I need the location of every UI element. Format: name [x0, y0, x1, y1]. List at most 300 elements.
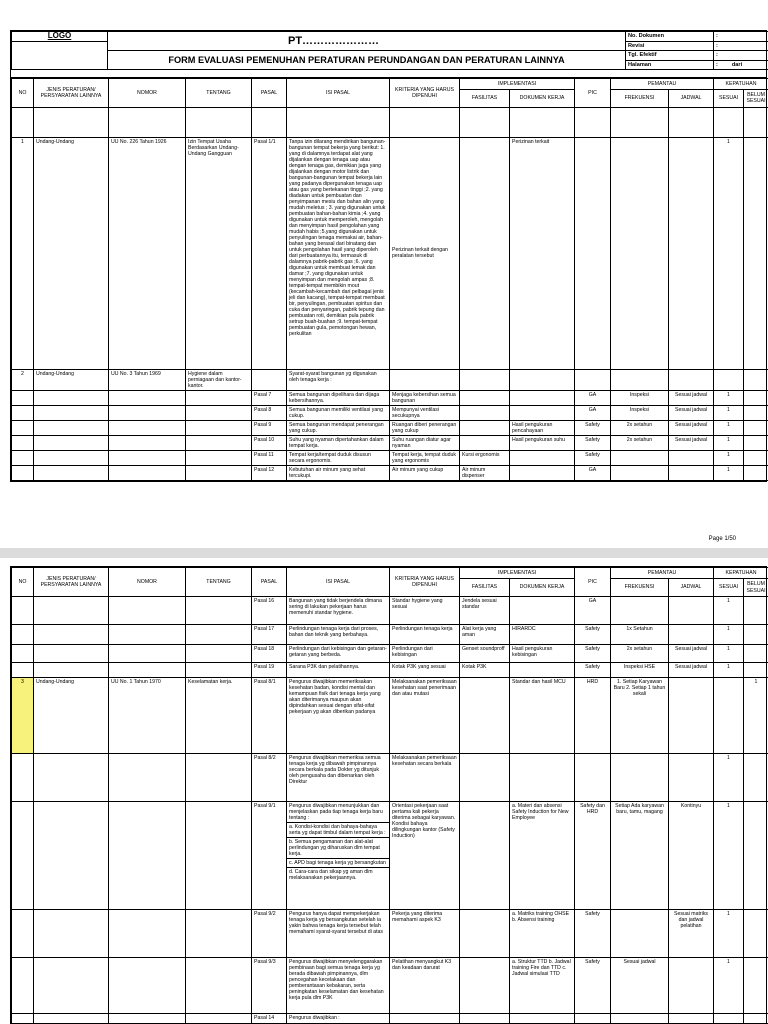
isi-list-item: c. APD bagi tenaga kerja yg bersangkutan	[287, 858, 389, 867]
row-no	[12, 1014, 34, 1024]
row-fasilitas	[460, 910, 510, 958]
row-belum	[744, 625, 768, 645]
col-pic: PIC	[575, 568, 611, 597]
row-jadwal	[669, 465, 714, 480]
row-jadwal: Sesuai jadwal	[669, 645, 714, 663]
isi-list-item: a. Kondisi-kondisi dan bahaya-bahaya serta yg dapat timbul dalam tempat kerja :	[287, 822, 389, 837]
row-fasilitas	[460, 137, 510, 369]
row-frekuensi	[611, 754, 669, 802]
col-isi: ISI PASAL	[287, 568, 390, 597]
row-no	[12, 958, 34, 1014]
row-dokumen	[510, 663, 575, 678]
row-tentang	[186, 597, 252, 625]
row-dokumen	[510, 405, 575, 420]
row-sesuai: 1	[714, 390, 744, 405]
row-jenis	[34, 645, 109, 663]
row-jenis	[34, 958, 109, 1014]
row-jenis	[34, 465, 109, 480]
table-row	[12, 465, 768, 480]
row-tentang	[186, 802, 252, 910]
col-jenis: JENIS PERATURAN/ PERSYARATAN LAINNYA	[34, 78, 109, 107]
table-row	[12, 958, 768, 1014]
row-nomor	[109, 420, 186, 435]
row-fasilitas	[460, 420, 510, 435]
row-nomor	[109, 663, 186, 678]
meta-label: Tgl. Efektif	[626, 51, 714, 60]
row-jadwal: Sesuai jadwal	[669, 390, 714, 405]
row-jenis	[34, 910, 109, 958]
row-pasal: Pasal 9/3	[252, 958, 287, 1014]
row-pic	[575, 1014, 611, 1024]
col-pemantau: PEMANTAU	[611, 568, 714, 579]
col-kriteria: KRITERIA YANG HARUS DIPENUHI	[390, 568, 460, 597]
row-pasal: Pasal 11	[252, 450, 287, 465]
row-sesuai: 1	[714, 465, 744, 480]
col-sesuai: SESUAI	[714, 579, 744, 597]
col-belum: BELUM SESUAI	[744, 89, 768, 107]
row-dokumen	[510, 465, 575, 480]
row-tentang	[186, 663, 252, 678]
row-pic: Safety	[575, 625, 611, 645]
col-pasal: PASAL	[252, 78, 287, 107]
row-jadwal: Kontinyu	[669, 802, 714, 910]
row-sesuai: 1	[714, 663, 744, 678]
row-isi: Syarat-syarat bangunan yg digunakan oleh tenaga kerja :	[287, 369, 390, 390]
row-sesuai: 1	[714, 910, 744, 958]
row-isi: Pengurus diwajibkan :	[287, 1014, 390, 1024]
col-tentang: TENTANG	[186, 568, 252, 597]
row-dokumen	[510, 754, 575, 802]
row-no	[12, 802, 34, 910]
row-kriteria: Tempat kerja, tempat duduk yang ergonomis	[390, 450, 460, 465]
row-jadwal	[669, 450, 714, 465]
row-jenis	[34, 754, 109, 802]
col-fasilitas: FASILITAS	[460, 579, 510, 597]
col-nomor: NOMOR	[109, 78, 186, 107]
row-belum	[744, 390, 768, 405]
row-kriteria: Pelatihan menyangkut K3 dan keadaan darurat	[390, 958, 460, 1014]
row-jenis	[34, 390, 109, 405]
table-row	[12, 1014, 768, 1024]
form-frame	[10, 30, 767, 482]
row-tentang	[186, 625, 252, 645]
row-dokumen: Perizinan terkait	[510, 137, 575, 369]
row-frekuensi	[611, 597, 669, 625]
table-row	[12, 137, 768, 369]
row-nomor	[109, 435, 186, 450]
row-no	[12, 754, 34, 802]
row-tentang: Keselamatan kerja.	[186, 678, 252, 754]
row-kriteria: Standar hygiene yang sesuai	[390, 597, 460, 625]
row-jenis	[34, 597, 109, 625]
row-jadwal: Sesuai jadwal	[669, 420, 714, 435]
col-frekuensi: FREKUENSI	[611, 579, 669, 597]
row-dokumen	[510, 597, 575, 625]
row-fasilitas	[460, 958, 510, 1014]
col-jenis: JENIS PERATURAN/ PERSYARATAN LAINNYA	[34, 568, 109, 597]
table-row	[12, 405, 768, 420]
row-sesuai: 1	[714, 597, 744, 625]
row-jadwal	[669, 958, 714, 1014]
row-pic: GA	[575, 405, 611, 420]
row-frekuensi: Inspeksi	[611, 390, 669, 405]
row-fasilitas	[460, 369, 510, 390]
row-isi: Tempat kerja/tempat duduk disusun secara ergonomis.	[287, 450, 390, 465]
row-sesuai: 1	[714, 450, 744, 465]
row-belum	[744, 450, 768, 465]
row-dokumen	[510, 450, 575, 465]
row-jadwal	[669, 137, 714, 369]
row-no	[12, 405, 34, 420]
row-no	[12, 450, 34, 465]
row-fasilitas: Alat kerja yang aman	[460, 625, 510, 645]
row-pic: Safety	[575, 420, 611, 435]
row-kriteria	[390, 1014, 460, 1024]
table-row	[12, 625, 768, 645]
row-jadwal: Sesuai jadwal	[669, 405, 714, 420]
row-no	[12, 390, 34, 405]
row-fasilitas	[460, 802, 510, 910]
row-fasilitas	[460, 405, 510, 420]
row-no	[12, 625, 34, 645]
row-belum	[744, 369, 768, 390]
row-isi: Suhu yang nyaman dipertahankan dalam tempat kerja.	[287, 435, 390, 450]
row-nomor	[109, 1014, 186, 1024]
row-sesuai: 1	[714, 645, 744, 663]
row-tentang	[186, 465, 252, 480]
row-belum	[744, 754, 768, 802]
row-jadwal: Sesuai jadwal	[669, 435, 714, 450]
row-dokumen: Standar dan hasil MCU	[510, 678, 575, 754]
row-frekuensi: Inspeksi	[611, 405, 669, 420]
table-row	[12, 420, 768, 435]
row-pic	[575, 137, 611, 369]
row-jadwal: Sesuai matriks dan jadwal pelatihan	[669, 910, 714, 958]
row-jadwal	[669, 369, 714, 390]
row-fasilitas: Air minum dispenser	[460, 465, 510, 480]
row-kriteria: Melaksanakan pemeriksaan kesehatan secara berkala	[390, 754, 460, 802]
row-nomor	[109, 645, 186, 663]
row-pasal: Pasal 17	[252, 625, 287, 645]
row-frekuensi: 2x setahun	[611, 420, 669, 435]
row-dokumen	[510, 1014, 575, 1024]
row-tentang	[186, 910, 252, 958]
row-pic: Safety	[575, 910, 611, 958]
row-nomor: UU No. 226 Tahun 1926	[109, 137, 186, 369]
row-pic: GA	[575, 597, 611, 625]
row-belum	[744, 137, 768, 369]
row-tentang	[186, 450, 252, 465]
row-kriteria: Perizinan terkait dengan peralatan tersebut	[390, 137, 460, 369]
row-isi: Pengurus diwajibkan memeriksa semua tenaga kerja yg dibawah pimpinannya secara berkala pada Dokter yg ditunjuk oleh pengusaha dan dibenarkan oleh Direktur	[287, 754, 390, 802]
row-no: 3	[12, 678, 34, 754]
row-isi: Semua bangunan memiliki ventilasi yang cukup.	[287, 405, 390, 420]
table-row	[12, 910, 768, 958]
row-tentang	[186, 405, 252, 420]
table-row	[12, 645, 768, 663]
evaluation-table-page1	[11, 78, 768, 481]
row-tentang	[186, 390, 252, 405]
row-tentang	[186, 420, 252, 435]
row-kriteria: Melaksanakan pemeriksaan kesehatan saat penerimaan dan atau mutasi	[390, 678, 460, 754]
col-no: NO	[12, 568, 34, 597]
row-belum: 1	[744, 678, 768, 754]
table-row	[12, 597, 768, 625]
table-row	[12, 435, 768, 450]
meta-value: :	[714, 42, 768, 51]
row-nomor	[109, 802, 186, 910]
row-fasilitas: Genset soundproff	[460, 645, 510, 663]
col-belum: BELUM SESUAI	[744, 579, 768, 597]
row-isi: Pengurus hanya dapat mempekerjakan tenaga kerja yg bersangkutan setelah ia yakin bahwa tenaga kerja tersebut telah memahami syarat-syarat tersebut di atas	[287, 910, 390, 958]
isi-list-item: Pengurus diwajibkan menunjukkan dan menjelaskan pada tiap tenaga kerja baru tentang :	[289, 803, 383, 822]
row-pasal: Pasal 9/1	[252, 802, 287, 910]
row-dokumen	[510, 369, 575, 390]
col-dokumen: DOKUMEN KERJA	[510, 89, 575, 107]
row-isi: Perlindungan tenaga kerja dari proses, bahan dan teknik yang berbahaya.	[287, 625, 390, 645]
row-pic: GA	[575, 465, 611, 480]
row-jenis	[34, 663, 109, 678]
row-tentang: Izin Tempat Usaha Berdasarkan Undang-Undang Gangguan	[186, 137, 252, 369]
row-pasal: Pasal 9	[252, 420, 287, 435]
row-pic: Safety	[575, 645, 611, 663]
row-frekuensi: 2x setahun	[611, 645, 669, 663]
table-row	[12, 663, 768, 678]
row-pasal: Pasal 16	[252, 597, 287, 625]
table-row	[12, 802, 768, 910]
row-pasal: Pasal 12	[252, 465, 287, 480]
form-frame	[10, 566, 767, 1024]
row-sesuai: 1	[714, 625, 744, 645]
row-frekuensi	[611, 910, 669, 958]
row-pic: GA	[575, 390, 611, 405]
row-isi: Semua bangunan dipelihara dan dijaga kebersihannya.	[287, 390, 390, 405]
row-dokumen: a. Materi dan absensi Safety Induction for New Employee	[510, 802, 575, 910]
row-kriteria: Air minum yang cukup	[390, 465, 460, 480]
row-jenis: Undang-Undang	[34, 369, 109, 390]
row-jenis	[34, 420, 109, 435]
meta-value: :	[714, 32, 768, 42]
row-frekuensi: 1. Setiap Karyawan Baru 2. Setiap 1 tahun sekali	[611, 678, 669, 754]
col-implementasi: IMPLEMENTASI	[460, 78, 575, 89]
col-pemantau: PEMANTAU	[611, 78, 714, 89]
row-tentang	[186, 958, 252, 1014]
row-kriteria	[390, 369, 460, 390]
form-header	[11, 31, 768, 70]
row-pasal: Pasal 19	[252, 663, 287, 678]
row-jadwal: Sesuai jadwal	[669, 663, 714, 678]
row-fasilitas: Kursi ergonomis	[460, 450, 510, 465]
row-fasilitas: Kotak P3K	[460, 663, 510, 678]
row-frekuensi	[611, 450, 669, 465]
row-dokumen	[510, 390, 575, 405]
row-isi: Pengurus diwajibkan menyelenggarakan pembinaan bagi semua tenaga kerja yg berada dibawah pimpinannya, dlm pencegahan kecelakaan dan pemberantasan kebakaran, serta peningkatan keselamatan dan kesehatan kerja pula dlm P3K	[287, 958, 390, 1014]
row-jadwal	[669, 754, 714, 802]
row-sesuai	[714, 678, 744, 754]
row-kriteria: Perlindungan dari kebisingan	[390, 645, 460, 663]
row-nomor	[109, 390, 186, 405]
row-fasilitas	[460, 678, 510, 754]
row-jenis	[34, 1014, 109, 1024]
row-no	[12, 465, 34, 480]
row-frekuensi: Inspeksi HSE	[611, 663, 669, 678]
row-nomor	[109, 910, 186, 958]
row-belum	[744, 910, 768, 958]
row-isi	[287, 802, 390, 910]
row-pic	[575, 369, 611, 390]
isi-list-item: d. Cara-cara dan sikap yg aman dlm melaksanakan pekerjaannya.	[287, 867, 389, 882]
row-no: 1	[12, 137, 34, 369]
row-pic: HRD	[575, 678, 611, 754]
row-isi: Sarana P3K dan pelatihannya.	[287, 663, 390, 678]
row-pasal: Pasal 18	[252, 645, 287, 663]
row-sesuai: 1	[714, 754, 744, 802]
row-jadwal	[669, 1014, 714, 1024]
row-tentang: Hygiene dalam perniagaan dan kantor-kantor.	[186, 369, 252, 390]
col-jadwal: JADWAL	[669, 89, 714, 107]
row-nomor	[109, 405, 186, 420]
row-pic	[575, 754, 611, 802]
row-frekuensi	[611, 465, 669, 480]
col-dokumen: DOKUMEN KERJA	[510, 579, 575, 597]
row-isi: Perlindungan dari kebisingan dan getaran-getaran yang berbeda.	[287, 645, 390, 663]
row-sesuai	[714, 369, 744, 390]
row-jadwal	[669, 597, 714, 625]
row-sesuai: 1	[714, 802, 744, 910]
row-belum	[744, 435, 768, 450]
row-dokumen: Hasil pengukuran pencahayaan	[510, 420, 575, 435]
row-pasal: Pasal 14	[252, 1014, 287, 1024]
col-jadwal: JADWAL	[669, 579, 714, 597]
table-row	[12, 390, 768, 405]
row-kriteria: Mempunyai ventilasi secukupnya	[390, 405, 460, 420]
row-jenis: Undang-Undang	[34, 137, 109, 369]
row-nomor	[109, 958, 186, 1014]
row-belum	[744, 420, 768, 435]
col-tentang: TENTANG	[186, 78, 252, 107]
row-kriteria: Perlindungan tenaga kerja	[390, 625, 460, 645]
row-dokumen: Hasil pengukuran suhu	[510, 435, 575, 450]
row-pic: Safety	[575, 663, 611, 678]
row-isi: Semua bangunan mendapat penerangan yang cukup.	[287, 420, 390, 435]
row-tentang	[186, 754, 252, 802]
logo-placeholder: LOGO	[12, 32, 108, 42]
row-belum	[744, 405, 768, 420]
row-kriteria: Orientasi pekerjaan saat pertama kali pekerja diterima sebagai karyawan. Kondisi bahaya dilingkungan kantor (Safety Induction)	[390, 802, 460, 910]
table-row	[12, 754, 768, 802]
row-nomor	[109, 450, 186, 465]
row-pasal: Pasal 8/2	[252, 754, 287, 802]
row-nomor	[109, 625, 186, 645]
row-belum	[744, 802, 768, 910]
row-dokumen: HIRARDC	[510, 625, 575, 645]
row-sesuai: 1	[714, 405, 744, 420]
row-frekuensi	[611, 369, 669, 390]
row-pic: Safety	[575, 435, 611, 450]
page-number: Page 1/50	[708, 536, 736, 542]
col-kriteria: KRITERIA YANG HARUS DIPENUHI	[390, 78, 460, 107]
row-belum	[744, 958, 768, 1014]
meta-label: Revisi	[626, 42, 714, 51]
row-belum	[744, 465, 768, 480]
row-pic: Safety dan HRD	[575, 802, 611, 910]
row-isi: Tanpa izin dilarang mendirikan bangunan-bangunan tempat bekerja yang berikut: 1. yang di dalamnya terdapat alat yang dijalankan dengan tenaga uap atau dengan tenaga gas, demikian juga yang dijalankan dengan motor listrik dan bangunan-bangunan tempat bekerja lain yang padanya dipergunakan tenaga uap atau gas yang bertekanan tinggi ;2. yang diadakan untuk pembuatan dan penyimpanan mesiu dan bahan alin yang mudah meletus ; 3. yang digunakan untuk pembuatan bahan-bahan kimia ;4. yang digunakan untuk memperoleh, mengolah dan menyimpan hasil pengolahan yang mudah habis ;5.yang digunakan untuk penyulingan tenaga memakai air, bahan-bahan yang berasal dari binatang dan untuk pengolahan hasil yang diperoleh dari perbuatannya itu, termasuk di dalamnya pabrik-pabrik gas ;6. yang digunakan untuk membuat lemak dan damar ;7. yang digunakan untuk menyimpan dan mengolah ampas ;8. tempat-tempat membikin mout (kecambah-kecambah dari pelbagai jenis jeli dan kacang), tempat-tempat membuat bir, penyulingan, pembuatan spiritus dan cuka dan penyaringan, pabrik tepung dan pembuatan roti, demikian pula pabrik setrup buah-buahan ;9. tempat-tempat pembuatan gula, pemotongan hewan, perkulitan	[287, 137, 390, 369]
col-pic: PIC	[575, 78, 611, 107]
row-pasal: Pasal 1/1	[252, 137, 287, 369]
row-sesuai: 1	[714, 137, 744, 369]
row-nomor: UU No. 3 Tahun 1969	[109, 369, 186, 390]
row-jadwal	[669, 625, 714, 645]
row-nomor	[109, 465, 186, 480]
row-tentang	[186, 435, 252, 450]
row-kriteria: Menjaga kebersihan semua bangunan	[390, 390, 460, 405]
table-row	[12, 369, 768, 390]
col-kepatuhan: KEPATUHAN	[714, 78, 768, 89]
row-jenis	[34, 450, 109, 465]
row-frekuensi: 2x setahun	[611, 435, 669, 450]
table-row	[12, 450, 768, 465]
row-isi: Bangunan yang tidak berjendela dimana sering di lakukan pekerjaan harus memenuhi standar hygiene.	[287, 597, 390, 625]
row-dokumen: a. Struktur TTD b. Jadwal training Fire dan TTD c. Jadwal simulasi TTD	[510, 958, 575, 1014]
row-pasal: Pasal 7	[252, 390, 287, 405]
meta-label: No. Dokumen	[626, 32, 714, 42]
row-no	[12, 910, 34, 958]
col-nomor: NOMOR	[109, 568, 186, 597]
row-pasal	[252, 369, 287, 390]
row-dokumen: Hasil pengukuran kebisingan	[510, 645, 575, 663]
col-isi: ISI PASAL	[287, 78, 390, 107]
col-fasilitas: FASILITAS	[460, 89, 510, 107]
form-title: FORM EVALUASI PEMENUHAN PERATURAN PERUNDANGAN DAN PERATURAN LAINNYA	[108, 51, 626, 70]
row-no: 2	[12, 369, 34, 390]
row-nomor	[109, 754, 186, 802]
row-sesuai: 1	[714, 420, 744, 435]
row-no	[12, 663, 34, 678]
row-nomor: UU No. 1 Tahun 1970	[109, 678, 186, 754]
row-sesuai	[714, 1014, 744, 1024]
row-belum	[744, 597, 768, 625]
col-sesuai: SESUAI	[714, 89, 744, 107]
row-no	[12, 435, 34, 450]
row-kriteria: Kotak P3K yang sesuai	[390, 663, 460, 678]
col-pasal: PASAL	[252, 568, 287, 597]
row-dokumen: a. Matriks training OHSE b. Absensi training	[510, 910, 575, 958]
row-belum	[744, 645, 768, 663]
meta-value: : dari	[714, 60, 768, 69]
col-no: NO	[12, 78, 34, 107]
row-no	[12, 420, 34, 435]
row-tentang	[186, 645, 252, 663]
evaluation-table-page2	[11, 567, 768, 1024]
row-jenis	[34, 405, 109, 420]
col-frekuensi: FREKUENSI	[611, 89, 669, 107]
row-frekuensi: Setiap Ada karyawan baru, tamu, magang	[611, 802, 669, 910]
row-nomor	[109, 597, 186, 625]
row-pasal: Pasal 9/2	[252, 910, 287, 958]
row-fasilitas	[460, 435, 510, 450]
row-kriteria: Pekerja yang diterima memahami aspek K3	[390, 910, 460, 958]
row-fasilitas	[460, 390, 510, 405]
row-sesuai: 1	[714, 435, 744, 450]
row-fasilitas	[460, 754, 510, 802]
row-isi: Kebutuhan air minum yang sehat tercukupi.	[287, 465, 390, 480]
page-gap	[0, 548, 768, 558]
row-pasal: Pasal 10	[252, 435, 287, 450]
row-frekuensi	[611, 1014, 669, 1024]
company-name: PT…………………	[108, 32, 626, 51]
row-jenis: Undang-Undang	[34, 678, 109, 754]
row-fasilitas: Jendela sesuai standar	[460, 597, 510, 625]
